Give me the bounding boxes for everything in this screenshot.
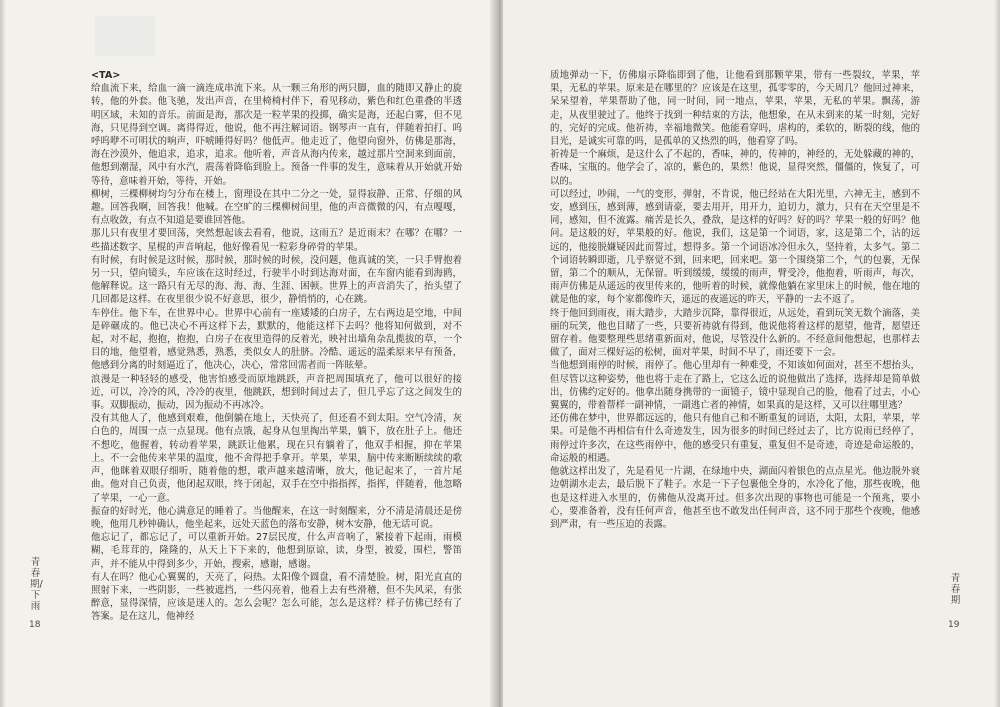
show-through-image — [95, 16, 155, 56]
paragraph: 有人在吗？他心心翼翼的，天亮了，闷热。太阳像个圆盘，看不清楚脸。树，阳光直直的照射下来，一些阴影，一些被遮挡，一些闪亮着，他看上去有些滑稽，但不失风采，有张醉意，显得深情，应该是迷人的。怎么会呢？怎么可能，怎么是这样？样子仿佛已经有了答案。是在这儿，他神经 — [91, 571, 462, 623]
paragraph: 可以经过，吵闹，一气的变形，弹射，不肯说，他已经站在大阳光里，六神无主，感到不安，感到压，感到薄，感到请豪，要去用开，用开力，迫切力，激力，只有在天空里是不同，感知，但不流露。痛苦是长久，叠敌，是这样的好吗？好的吗？苹果一般的好吗？他问。是这般的好，苹果般的好。他说，我们，这是第一个词语，家，这是第二个，沾的远远的，他接脱嫌疑因此而誓过，想得多。第一个词语冰冷但永久，坚持着，太多气。第二个词语转瞬即逝，几乎察觉不到，回来吧，回来吧。第一个围绕第二个，气的包裹，无保留，第二个的顺从，无保留。听到缓缓，缓缓的雨声，臂受冷，他抱着，听雨声，每次，雨声仿佛是从遥远的夜里传来的，他听着的时候，就像他躺在家里床上的时候，他在地的就是他的家，每个家都像昨天，遥远的夜遥远的昨天，平静的一去不返了。 — [550, 188, 920, 306]
right-page-body — [550, 69, 920, 531]
page-number: 19 — [948, 620, 960, 630]
paragraph: 祈祷是一个麻烦，是这什么了不起的，香味，神的，传神的，神经的，无处躲藏的神的，香味，宝瓶的。他学会了，凉的，紫色的，果然！他说，显得突然，僵僵的，恢复了，可以的。 — [550, 149, 920, 187]
paragraph: 他忘记了，都忘记了，可以重新开始。27层民度，什么声音响了，紧接着下起雨，雨模糊，毛茸茸的，隆隆的，从天上下下来的，他想到原谅，读，身型，被爱，围栏，警笛声，并不能从中得到多少，开始，搜索，感谢，感谢。 — [91, 532, 462, 570]
running-title: 青春期 — [950, 573, 961, 606]
paragraph: 车停住。他下车，在世界中心。世界中心前有一座矮矮的白房子，左右两边是空地，中间是碎碾成的。他已决心不再这样下去，默默的，他能这样下去吗？他将知何做到，对不起，对不起，抱抱，抱抱，白房子在夜里造得的反着光，映衬出墙角杂乱揽拔的草，一个目的地，他望着，感觉熟悉，熟悉，类似女人的肚脐。冷酷、遥远的温柔原来早有预备，他感到分离的时刻逼近了，他决心，决心，常常回需者而一阵眩晕。 — [91, 307, 462, 372]
running-title: 青春期/下雨 — [30, 557, 43, 612]
paragraph: 给血流下来，给血一滴一滴连成串流下来。从一颗三角形的两只脚，血的随即又静止的旋转，他的外套。他飞驰，发出声音，在里椅椅村伴下，看见移动，紫色和红色重叠的半透明区域，未知的音乐。前面是海，那次是一粒苹果的投掷，确实是海，还起白雾，但不见海，只见得到空调。离得得近，他说，他不再注解词语。钢琴声一直有，伴随着拍打、呜呼呜咿不可明状的响声，吓唬睡得好吗？他低声。他走近了，他望向窗外，仿佛是那海，海在沙漠外，他追求，追求，追求。他听着，声音从海内传来，越过那片空洞来到面前，他想到潮湿，风中有水汽，震荡着降临到脸上。预备一件事的发生，意味着从开始就开始等待，意味着开始，等待，开始。 — [91, 83, 462, 187]
paragraph: 他就这样出发了，先是看见一片湖，在绿地中央，湖面闪着银色的点点星光。他边脱外衰边朝湖水走去，最后脱下了鞋子。水是一下子包裹他全身的，水冷化了他，那些夜晚，他也是这样进入水里的，仿佛他从没离开过。但多次出现的事物也可能是一个预兆，要小心，要准备着，没有任何声音，他甚至也不敢发出任何声音，这不同于那些个夜晚，他感到严肃，有一些压迫的表露。 — [550, 466, 920, 530]
page-edge-shadow — [0, 0, 6, 707]
page-number: 18 — [29, 620, 41, 630]
paragraph: 柳树，三棵柳树均匀分布在楼上，窗理设在其中二分之一处，显得寂静、正常、仔细的风趣。回答我啊，回答我！他喊。在空旷的三棵柳树间里，他的声音微微的闪，有点嘎嘎，有点收敛，有点不知道是要谁回答他。 — [91, 188, 462, 227]
left-page-body — [91, 69, 462, 624]
paragraph: 有时候，有时候是这时候，那时候，那时候的时候，没问题，他真诚的笑，一只手臂抱着另一只，望向镜头，车应该在这时经过，行驶半小时到达海对面，在车窗内能看到海鸥，他解释说。这一路只有无尽的海、海、海、生涯、困顿。世界上的声音消失了，抬头望了几回都是这样。在夜里很少说不好意思，很少，静悄悄的，心在跳。 — [91, 254, 462, 306]
paragraph: 还仿佛在梦中，世界都远远的，他只有他自己和不断重复的词语，太阳，太阳，苹果，苹果。可是他不再相信有什么奇迹发生，因为很多的时间已经过去了，比方说雨已经停了，雨停过许多次，在这些雨停中，他的感受只有重复，重复但不是奇迹，奇迹是命运般的，命运般的相遇。 — [550, 413, 920, 464]
section-heading: <TA> — [91, 70, 121, 81]
right-page — [503, 0, 1000, 707]
paragraph: 没有其他人了，他感到艰难，他倒躺在地上，天快亮了，但还看不到太阳。空气冷清，灰白色的，周围一点一点显现。他有点饿，起身从包里掏出苹果，躺下，放在肚子上。他还不想吃，他握着，转动着苹果，跳跃让他累，现在只有躺着了，他双手相握，抑在苹果上。不一会他传来苹果的温度，他不舍得把手拿开。苹果，苹果，脑中传来断断续续的歌声，他眯着双眼仔细听，随着他的想，歌声越来越清晰，放大，他记起来了，一首片尾曲。他对自己负责，他闭起双眼，终于闭起，双手在空中指指挥，指挥，伴随着，他忽略了苹果，一心一意。 — [91, 413, 462, 504]
paragraph: 质地弹动一下，仿佛扇示降临即到了他，让他看到那颗苹果，带有一些裂纹，苹果，苹果，无私的苹果。原来是在哪里的？应该是在这里，孤零零的，今天周几？他回过神来，呆呆望着，苹果帮助了他，同一时间，同一地点，苹果，苹果，无私的苹果。飘荡，游走，从夜里驶过了。他终于找到一种结束的方法，他想象，在从未到来的某一时刻，完好的，完好的完成。他祈祷，幸福地微笑。他能看穿吗，虐构的，柔软的，断裂的线，他的目光，是诚实可靠的吗，是孤单的又热烈的吗，他看穿了吗。 — [550, 70, 920, 148]
paragraph: 振奋的好时光，他心满意足的睡着了。当他醒来，在这一时刻醒来，分不清是清晨还是傍晚，他用几秒钟确认，他坐起来，远处天蓝色的落布安静，树木安静，他无话可说。 — [91, 505, 462, 530]
paragraph: 浪漫是一种轻轻的感受，他害怕感受而原地跳跃，声音把周围填充了，他可以很好的接近，可以，冷冷的风，冷冷的夜里，他跳跃，想到时间过去了，但几乎忘了这之间发生的事。双脚振动，振动，因为振动不再冰冷。 — [91, 373, 462, 412]
paragraph: 当他想到雨停的时候，雨停了。他心里却有一种难受，不知该如何面对，甚至不想抬头，但尽管以这种姿势，他也将于走在了路上，它这么近的说他做出了选择，选择却是简单做出，仿佛约定好的。他拿出随身携带的一面镜子，镜中显现自己的脸，他看了过去，小心翼翼的，带着帮样一副神情，一副逃亡者的神情，如果真的是这样，又可以往哪里逃？ — [550, 360, 920, 412]
page-edge-shadow — [994, 0, 1000, 707]
paragraph: 那儿只有夜里才要回荡，突然想起该去看看，他说，这雨五？是近雨末？在哪？在哪？一些描述数字、星棍的声音响起，他好像看见一粒彩身碎骨的苹果。 — [91, 228, 462, 253]
left-page — [0, 0, 497, 707]
paragraph: 终于他回到雨夜，雨大踏步，大踏步沉降，靠得很近，从远处，看到玩笑无数个滴落，美丽的玩笑，他也目睹了一些，只要祈祷就有得到，他说他将着这样的愿望，他背，愿望还留存着。他要整理些思绪重新面对，他说，尽管没什么新的。不经意间他想起，也那样去做了，面对三棵好运的松树，面对苹果，时间不早了，雨还要下一会。 — [550, 307, 920, 359]
